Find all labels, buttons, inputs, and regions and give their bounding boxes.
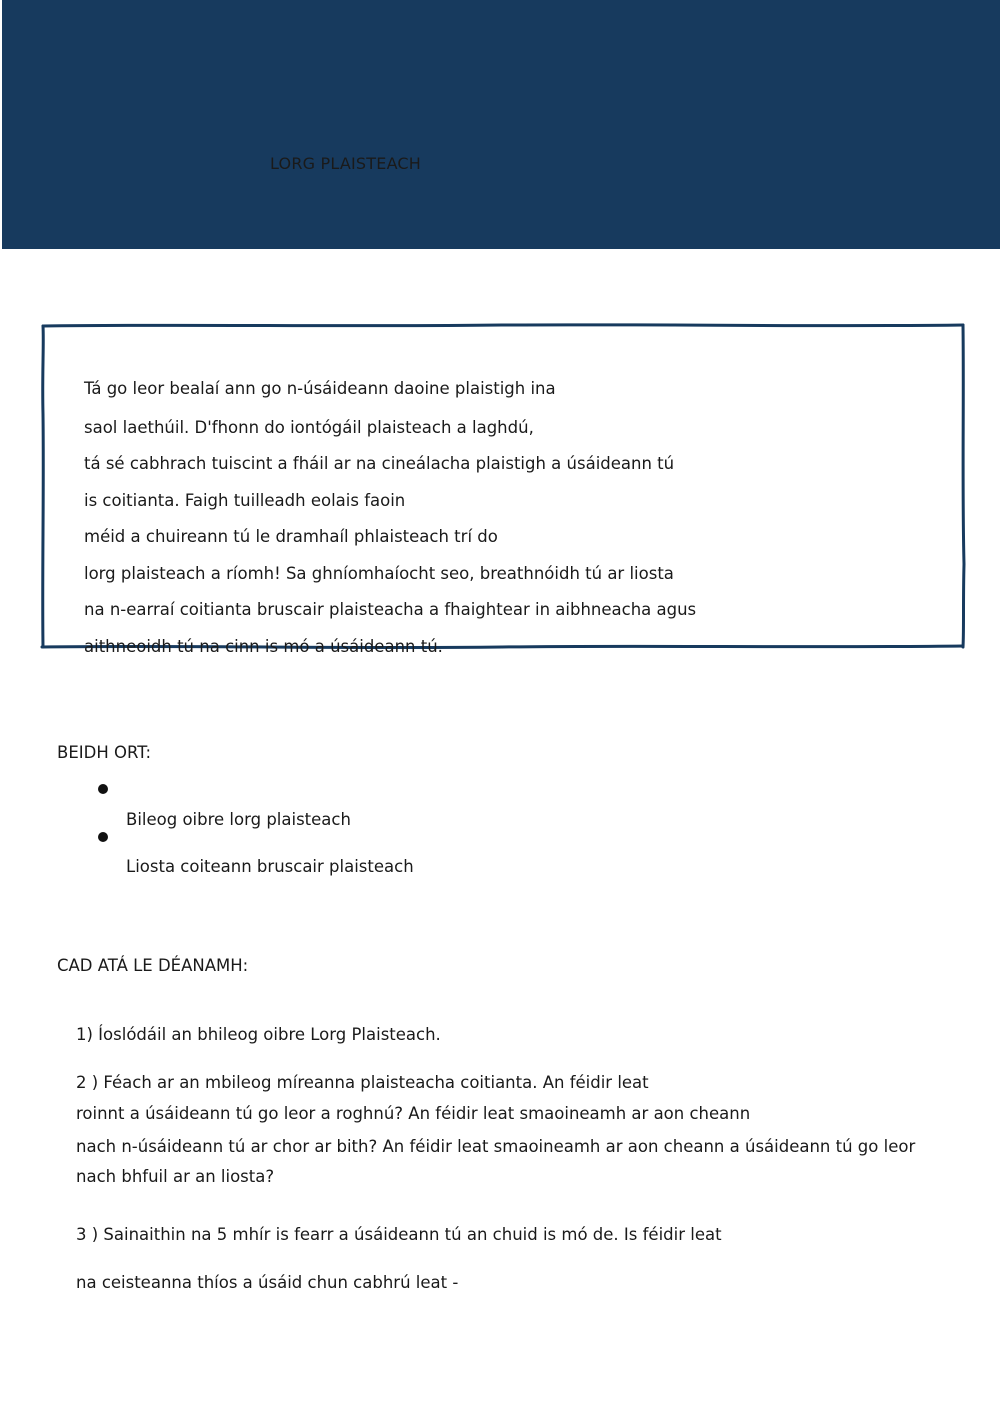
bullet-icon — [98, 784, 108, 794]
step-3-line: na ceisteanna thíos a úsáid chun cabhrú leat - — [76, 1273, 459, 1292]
intro-line: tá sé cabhrach tuiscint a fháil ar na cineálacha plaistigh a úsáideann tú — [84, 454, 675, 473]
intro-line: lorg plaisteach a ríomh! Sa ghníomhaíocht seo, breathnóidh tú ar liosta — [84, 564, 674, 583]
header-banner — [2, 0, 1000, 249]
intro-line: Tá go leor bealaí ann go n-úsáideann daoine plaistigh ina — [84, 379, 556, 398]
todo-heading: CAD ATÁ LE DÉANAMH: — [57, 956, 249, 975]
step-2-line: nach bhfuil ar an liosta? — [76, 1167, 275, 1186]
intro-line: is coitianta. Faigh tuilleadh eolais faoin — [84, 491, 406, 510]
intro-line: saol laethúil. D'fhonn do iontógáil plaisteach a laghdú, — [84, 418, 534, 437]
step-2-line: nach n-úsáideann tú ar chor ar bith? An féidir leat smaoineamh ar aon cheann a úsáideann tú go leor — [76, 1137, 916, 1156]
step-1: 1) Íoslódáil an bhileog oibre Lorg Plaisteach. — [76, 1025, 441, 1044]
step-2-line: roinnt a úsáideann tú go leor a roghnú? An féidir leat smaoineamh ar aon cheann — [76, 1104, 751, 1123]
list-item: Liosta coiteann bruscair plaisteach — [126, 857, 414, 876]
intro-line: na n-earraí coitianta bruscair plaisteacha a fhaightear in aibhneacha agus — [84, 600, 697, 619]
intro-line: aithneoidh tú na cinn is mó a úsáideann tú. — [84, 637, 443, 656]
step-3-line: 3 ) Sainaithin na 5 mhír is fearr a úsáideann tú an chuid is mó de. Is féidir leat — [76, 1225, 722, 1244]
intro-line: méid a chuireann tú le dramhaíl phlaisteach trí do — [84, 527, 498, 546]
bullet-icon — [98, 832, 108, 842]
list-item: Bileog oibre lorg plaisteach — [126, 810, 351, 829]
step-2-line: 2 ) Féach ar an mbileog míreanna plaisteacha coitianta. An féidir leat — [76, 1073, 649, 1092]
needs-heading: BEIDH ORT: — [57, 743, 152, 762]
page-title: LORG PLAISTEACH — [270, 154, 422, 173]
